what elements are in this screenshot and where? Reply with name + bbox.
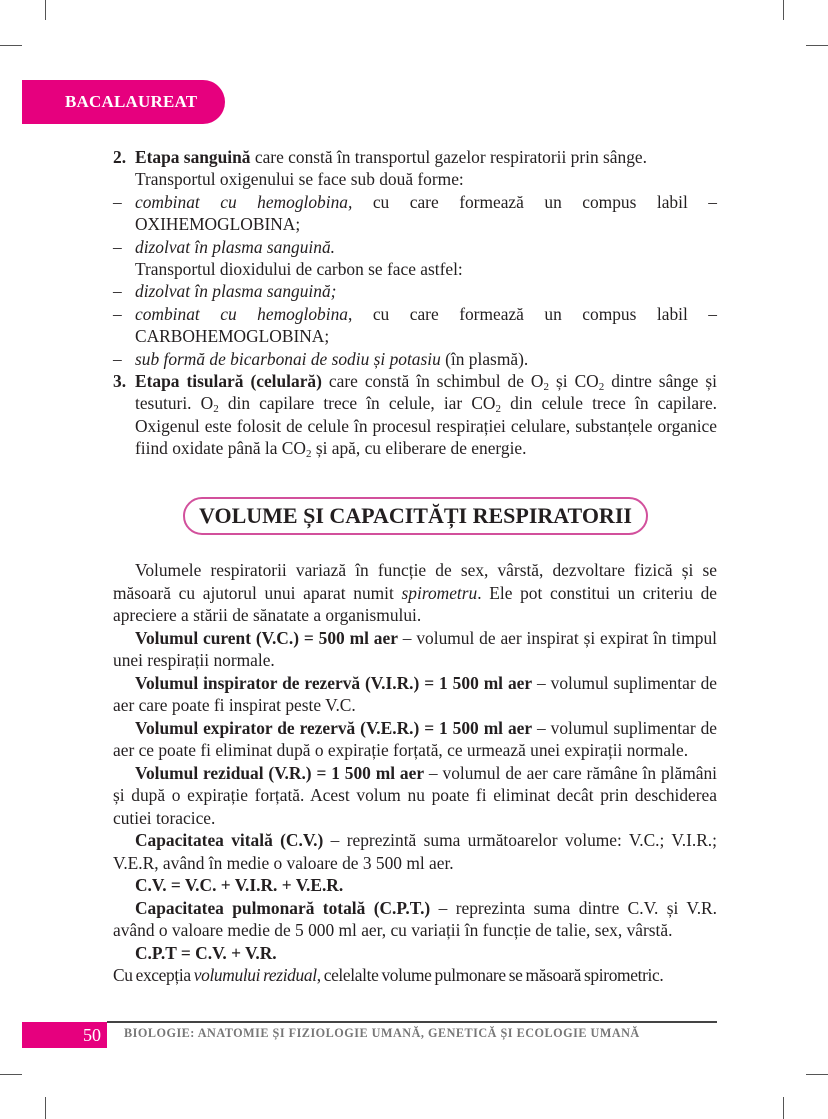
list-marker: 2. [113, 147, 127, 167]
text: Cu excepția [113, 965, 194, 985]
subscript: 2 [543, 381, 549, 394]
text: Transportul dioxidului de carbon se face astfel: [135, 259, 463, 280]
paragraph [113, 829, 717, 874]
list-item [113, 236, 717, 258]
italic-text: combinat cu hemoglobina, [135, 191, 353, 212]
text: – reprezinta suma dintre C.V. și V.R. având o valoare medie de 5 000 ml aer, cu variații în funcție de talie, sex, vârstă. [113, 897, 717, 940]
text: – volumul suplimentar de aer care poate fi inspirat peste V.C. [113, 672, 717, 715]
list-marker: – [113, 281, 122, 302]
text: – volumul suplimentar de aer ce poate fi eliminat după o expirație forțată, ce urmează unei expirații normale. [113, 717, 717, 760]
subscript: 2 [495, 403, 501, 416]
bold-text: Etapa sanguină [135, 147, 251, 167]
text: din capilare trece în celule, iar CO [218, 393, 496, 414]
list-item [113, 280, 717, 302]
text: , celelalte volume pulmonare se măsoară spirometric. [316, 965, 664, 985]
crop-mark [45, 1097, 46, 1119]
list-marker: – [113, 303, 122, 324]
crop-mark [783, 0, 784, 20]
text: (în plasmă). [440, 348, 529, 369]
text: – volumul de aer inspirat și expirat în timpul unei respirații normale. [113, 627, 717, 670]
list-item [113, 191, 717, 236]
italic-text: volumului rezidual [193, 965, 317, 985]
numbered-item [113, 370, 717, 460]
text: – reprezintă suma următoarelor volume: V.C.; V.I.R.; V.E.R, având în medie o valoare de 3 500 ml aer. [113, 830, 717, 873]
paragraph [113, 897, 717, 942]
bold-text: C.V. = V.C. + V.I.R. + V.E.R. [135, 875, 344, 895]
paragraph [113, 717, 717, 762]
text: și apă, cu eliberare de energie. [311, 438, 527, 459]
list-marker: – [113, 236, 122, 257]
crop-mark [0, 1074, 22, 1075]
bold-text: Volumul rezidual (V.R.) = 1 500 ml aer [135, 762, 425, 783]
paragraph [113, 627, 717, 672]
italic-text: combinat cu hemoglobina [135, 303, 348, 324]
footer-rule [107, 1021, 717, 1023]
paragraph [113, 964, 717, 987]
text: care constă în schimbul de O [321, 371, 544, 392]
bold-text: Capacitatea vitală (C.V.) [135, 830, 324, 850]
paragraph [113, 874, 717, 897]
paragraph [113, 762, 717, 830]
book-title: BIOLOGIE: ANATOMIE ȘI FIZIOLOGIE UMANĂ, GENETICĂ ȘI ECOLOGIE UMANĂ [124, 1026, 640, 1040]
text: , cu care formează un compus labil – CARBOHEMOGLOBINA; [135, 303, 718, 347]
section-title: VOLUME ȘI CAPACITĂȚI RESPIRATORII [183, 497, 648, 535]
bold-text: Capacitatea pulmonară totală (C.P.T.) [135, 897, 431, 918]
text: și CO [549, 371, 599, 392]
italic-text: dizolvat în plasma sanguină. [135, 236, 336, 257]
bold-text: Volumul curent (V.C.) = 500 ml aer [135, 627, 398, 648]
list-item [113, 348, 717, 370]
bold-text: Volumul expirator de rezervă (V.E.R.) = 1 500 ml aer [135, 717, 533, 738]
crop-mark [45, 0, 46, 20]
list-marker: 3. [113, 371, 127, 392]
list-marker: – [113, 191, 122, 212]
bold-text: Etapa tisulară (celulară) [135, 371, 322, 392]
list-marker: – [113, 348, 122, 369]
italic-text: dizolvat în plasma sanguină; [135, 281, 337, 302]
text: Volumele respiratorii variază în funcție de sex, vârstă, dezvoltare fizică și se măsoară cu ajutorul unui aparat numit [113, 560, 717, 603]
numbered-item [113, 146, 717, 168]
text: din celule trece în capilare. Oxigenul este folosit de celule în procesul respirației celulare, substanțele organice fiind oxidate până la CO [135, 393, 718, 459]
paragraph [113, 942, 717, 965]
section-respiratory-volumes [113, 559, 717, 987]
text: care constă în transportul gazelor respiratorii prin sânge. [250, 147, 647, 167]
italic-text: spirometru [401, 582, 478, 603]
paragraph [113, 168, 717, 190]
text: dintre sânge și tesuturi. O [135, 371, 717, 414]
paragraph [113, 672, 717, 717]
subscript: 2 [213, 403, 219, 416]
page-number: 50 [22, 1022, 107, 1048]
chapter-tab: BACALAUREAT [22, 80, 225, 124]
subscript: 2 [598, 381, 605, 394]
text: . Ele pot constitui un criteriu de apreciere a stării de sănatate a organismului. [113, 582, 717, 625]
text: cu care formează un compus labil – OXIHEMOGLOBINA; [135, 191, 717, 235]
bold-text: Volumul inspirator de rezervă (V.I.R.) = 1 500 ml aer [135, 672, 533, 693]
text: – volumul de aer care rămâne în plămâni și după o expirație forțată. Acest volum nu poate fi eliminat decât prin deschiderea cutiei toracice. [113, 762, 717, 828]
section-respiration-stages [113, 146, 717, 460]
paragraph [113, 559, 717, 627]
crop-mark [806, 45, 828, 46]
italic-text: sub formă de bicarbonai de sodiu și potasiu [135, 348, 441, 369]
paragraph [113, 258, 717, 280]
subscript: 2 [305, 448, 312, 461]
crop-mark [806, 1074, 828, 1075]
text: Transportul oxigenului se face sub două forme: [135, 169, 464, 190]
crop-mark [0, 45, 22, 46]
bold-text: C.P.T = C.V. + V.R. [135, 942, 277, 963]
list-item [113, 303, 717, 348]
crop-mark [783, 1097, 784, 1119]
